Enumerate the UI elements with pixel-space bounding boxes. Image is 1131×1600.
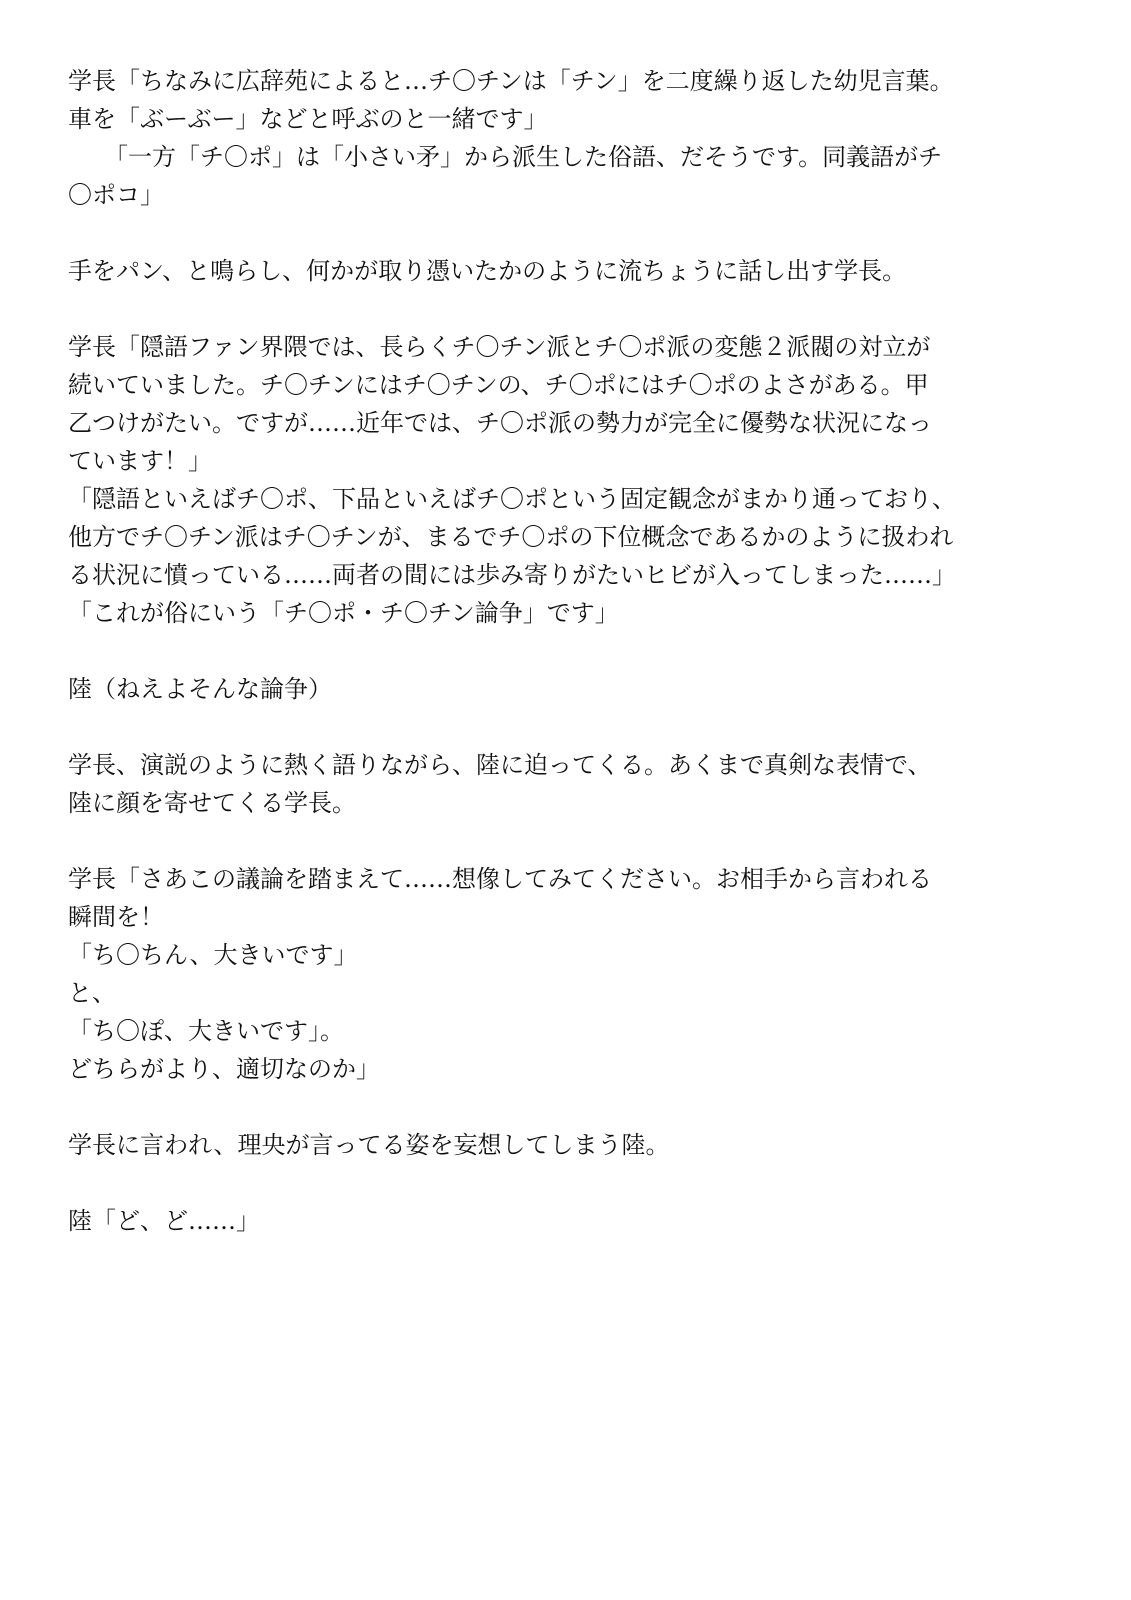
blank-line	[68, 822, 1068, 860]
text-line: 〇ポコ」	[68, 181, 164, 209]
text-line: どちらがより、適切なのか」	[68, 1055, 380, 1083]
blank-line	[68, 632, 1068, 670]
text-line: 続いていました。チ〇チンにはチ〇チンの、チ〇ポにはチ〇ポのよさがある。甲	[68, 371, 929, 399]
text-line: 「隠語といえばチ〇ポ、下品といえばチ〇ポという固定観念がまかり通っており、	[68, 485, 956, 513]
blank-line	[68, 708, 1068, 746]
text-line: 「ち〇ぽ、大きいです」。	[68, 1017, 344, 1045]
blank-line	[68, 214, 1068, 252]
text-line: と、	[68, 979, 116, 1007]
text-line: 学長「隠語ファン界隈では、長らくチ〇チン派とチ〇ポ派の変態２派閥の対立が	[68, 333, 931, 361]
text-line: ています！」	[68, 447, 212, 475]
blank-line	[68, 1164, 1068, 1202]
text-line: 乙つけがたい。ですが……近年では、チ〇ポ派の勢力が完全に優勢な状況になっ	[68, 409, 932, 437]
text-line: 学長「ちなみに広辞苑によると…チ〇チンは「チン」を二度繰り返した幼児言葉。	[68, 67, 954, 95]
text-line: 陸「ど、ど……」	[68, 1207, 260, 1235]
script-text	[68, 62, 1068, 1240]
text-line: 「これが俗にいう「チ〇ポ・チ〇チン論争」です」	[68, 599, 619, 627]
blank-line	[68, 290, 1068, 328]
blank-line	[68, 1088, 1068, 1126]
text-line: 陸（ねえよそんな論争）	[68, 675, 332, 703]
text-line: 「ち〇ちん、大きいです」	[68, 941, 358, 969]
text-line: 車を「ぶーぶー」などと呼ぶのと一緒です」	[68, 105, 548, 133]
text-line: 陸に顔を寄せてくる学長。	[68, 789, 356, 817]
text-line: 瞬間を！	[68, 903, 164, 931]
text-line: 他方でチ〇チン派はチ〇チンが、まるでチ〇ポの下位概念であるかのように扱われ	[68, 523, 954, 551]
text-line: 学長、演説のように熱く語りながら、陸に迫ってくる。あくまで真剣な表情で、	[68, 751, 932, 779]
text-line: る状況に憤っている……両者の間には歩み寄りがたいヒビが入ってしまった……」	[68, 561, 956, 589]
text-line: 手をパン、と鳴らし、何かが取り憑いたかのように流ちょうに話し出す学長。	[68, 257, 907, 285]
text-line: 学長「さあこの議論を踏まえて……想像してみてください。お相手から言われる	[68, 865, 932, 893]
text-line: 学長に言われ、理央が言ってる姿を妄想してしまう陸。	[68, 1131, 670, 1159]
text-line: 「一方「チ〇ポ」は「小さい矛」から派生した俗語、だそうです。同義語がチ	[68, 143, 943, 171]
